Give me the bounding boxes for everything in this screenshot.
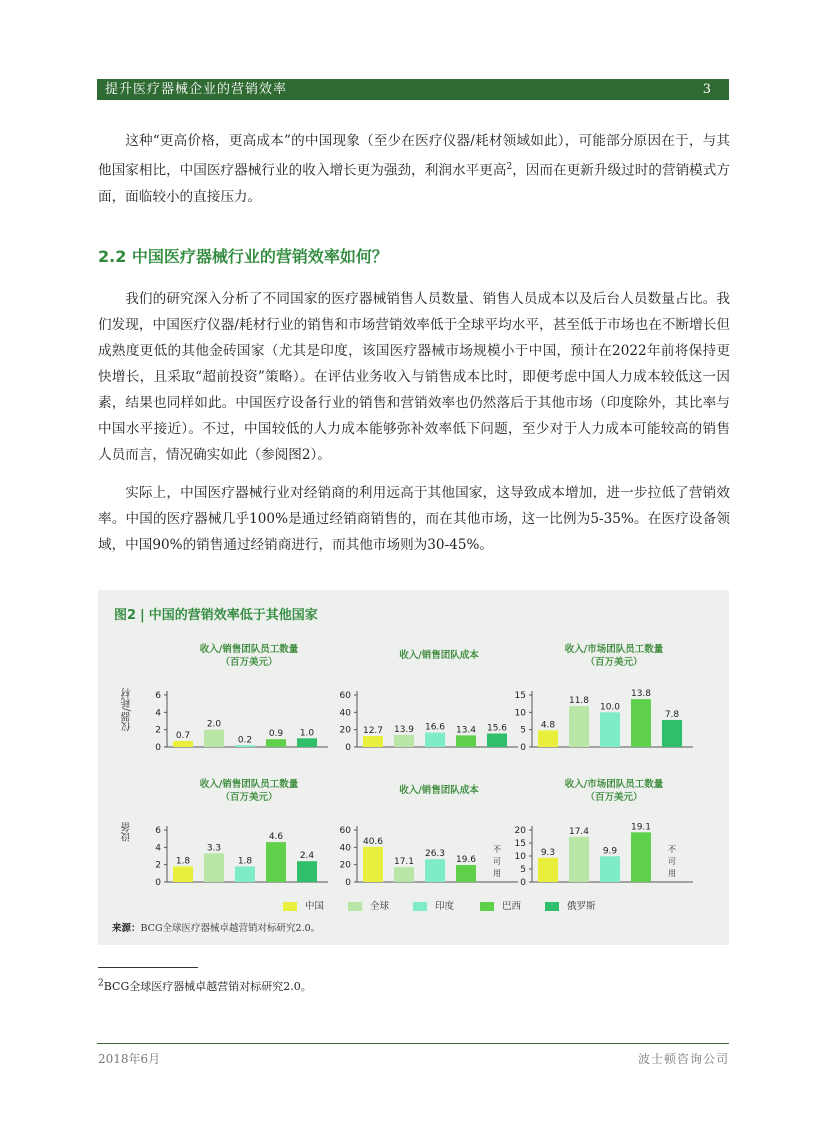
y-tick-label: 20 [514, 826, 526, 836]
data-label: 9.9 [602, 846, 618, 857]
y-tick-label: 15 [514, 839, 526, 849]
legend-swatch [348, 902, 362, 911]
bar [363, 736, 383, 747]
y-tick-label: 6 [155, 691, 161, 701]
data-label: 15.6 [486, 723, 508, 734]
source-text: BCG全球医疗器械卓越营销对标研究2.0。 [140, 923, 321, 934]
y-tick-label: 0 [345, 878, 351, 888]
figure-number: 图2 [114, 608, 137, 623]
not-available-label: 用 [493, 869, 501, 878]
paragraph-3: 实际上，中国医疗器械行业对经销商的利用远高于其他国家，这导致成本增加，进一步拉低了营销效率。中国的医疗器械几乎100%是通过经销商销售的，而在其他市场，这一比例为5-35%。在医疗设备领域，中国90%的销售通过经销商进行，而其他市场则为30-45%。 [98, 485, 730, 553]
bar [631, 832, 651, 882]
legend-item [545, 898, 596, 912]
figure-title-text: 中国的营销效率低于其他国家 [148, 608, 318, 623]
chart-title-line: （百万美元） [220, 657, 278, 668]
paragraph-1-end: ，因而在更新升级过时的营销模式方面，面临较小的直接压力。 [98, 162, 731, 205]
data-label: 11.8 [568, 696, 590, 707]
data-label: 13.4 [455, 725, 477, 736]
y-tick-label: 20 [339, 725, 351, 736]
bar [173, 741, 193, 747]
data-label: 1.0 [299, 728, 315, 739]
data-label: 2.0 [206, 719, 222, 730]
legend-swatch [545, 902, 559, 911]
bar [204, 853, 224, 882]
footer-company: 波士顿咨询公司 [637, 1052, 729, 1066]
bar [456, 865, 476, 882]
legend-label: 中国 [305, 901, 325, 912]
footnote-text: BCG全球医疗器械卓越营销对标研究2.0。 [103, 980, 312, 993]
paragraph-1 [98, 128, 730, 210]
chart-5 [333, 775, 518, 894]
chart-title-line: 收入/销售团队员工数量 [199, 779, 299, 790]
header-title: 提升医疗器械企业的营销效率 [105, 82, 288, 97]
bar [600, 712, 620, 747]
bar [266, 842, 286, 882]
data-label: 4.8 [540, 720, 556, 731]
bar [569, 706, 589, 747]
bar [487, 733, 507, 747]
data-label: 40.6 [362, 836, 384, 847]
footnote [98, 978, 312, 994]
footnote-rule [98, 967, 198, 968]
chart-title-line: 收入/市场团队员工数量 [564, 644, 664, 655]
bar [456, 735, 476, 747]
data-label: 16.6 [424, 722, 446, 733]
bar [394, 867, 414, 882]
data-label: 13.9 [393, 724, 415, 735]
legend-swatch [283, 902, 297, 911]
figure-source [112, 920, 320, 934]
bar [538, 858, 558, 882]
legend-item [413, 898, 454, 912]
bar [235, 866, 255, 882]
row-label-equipment: 设备 [122, 822, 133, 842]
bar [394, 735, 414, 747]
not-available-label: 不 [668, 845, 676, 854]
legend-item [348, 898, 389, 912]
bar [569, 837, 589, 882]
figure-2 [98, 590, 729, 945]
bar [425, 859, 445, 882]
not-available-label: 可 [493, 857, 501, 866]
y-tick-label: 0 [520, 743, 526, 753]
y-tick-label: 40 [339, 708, 351, 719]
data-label: 4.6 [268, 832, 284, 843]
figure-separator: | [140, 608, 145, 623]
legend-swatch [480, 902, 494, 911]
bar [297, 861, 317, 882]
bar [538, 730, 558, 747]
figure-title [114, 604, 318, 623]
data-label: 17.1 [393, 857, 415, 868]
y-tick-label: 0 [155, 878, 161, 888]
y-tick-label: 0 [155, 743, 161, 753]
not-available-label: 可 [668, 857, 676, 866]
y-tick-label: 40 [339, 843, 351, 854]
bar [425, 733, 445, 747]
y-tick-label: 5 [520, 725, 526, 736]
bar [363, 847, 383, 882]
data-label: 19.6 [455, 855, 477, 866]
y-tick-label: 60 [339, 691, 351, 701]
bar [173, 866, 193, 882]
y-tick-label: 2 [155, 860, 161, 871]
bar [266, 739, 286, 747]
bar [662, 720, 682, 747]
row-label-instruments: 仪器/耗材 [122, 688, 133, 732]
chart-title-line: 收入/销售团队成本 [399, 650, 479, 661]
footnote-number: 2 [98, 978, 104, 989]
data-label: 19.1 [630, 822, 652, 833]
data-label: 1.8 [175, 856, 191, 867]
y-tick-label: 5 [520, 865, 526, 875]
chart-title-line: 收入/销售团队员工数量 [199, 644, 299, 655]
not-available-label: 不 [493, 845, 501, 854]
data-label: 13.8 [630, 689, 652, 700]
chart-title-line: （百万美元） [220, 792, 278, 803]
y-tick-label: 20 [339, 860, 351, 871]
legend-label: 全球 [370, 901, 390, 912]
bar [297, 738, 317, 747]
footer-date: 2018年6月 [98, 1052, 161, 1066]
chart-1 [143, 640, 328, 759]
source-label: 来源： [112, 923, 141, 934]
header-bar [97, 79, 729, 100]
data-label: 0.7 [175, 730, 191, 741]
legend-label: 俄罗斯 [567, 901, 596, 912]
y-tick-label: 0 [520, 878, 526, 888]
y-tick-label: 0 [345, 743, 351, 753]
chart-title-line: （百万美元） [585, 657, 643, 668]
data-label: 0.2 [237, 735, 253, 746]
legend-swatch [413, 902, 427, 911]
data-label: 1.8 [237, 856, 253, 867]
chart-2 [333, 640, 518, 759]
page-number: 3 [702, 82, 711, 97]
y-tick-label: 10 [514, 708, 526, 719]
paragraph-2: 我们的研究深入分析了不同国家的医疗器械销售人员数量、销售人员成本以及后台人员数量占比。我们发现，中国医疗仪器/耗材行业的销售和市场营销效率低于全球平均水平，甚至低于市场也在不断增长但成熟度更低的其他金砖国家（尤其是印度，该国医疗器械市场规模小于中国，预计在2022年前将保持更快增长，且采取“超前投资”策略）。在评估业务收入与销售成本比时，即便考虑中国人力成本较低这一因素，结果也同样如此。中国医疗设备行业的销售和营销效率也仍然落后于其他市场（印度除外，其比率与中国水平接近）。不过，中国较低的人力成本能够弥补效率低下问题，至少对于人力成本可能较高的销售人员而言，情况确实如此（参阅图2）。 [98, 291, 730, 463]
y-tick-label: 60 [339, 826, 351, 836]
footer-rule [97, 1043, 729, 1044]
y-tick-label: 6 [155, 826, 161, 836]
y-tick-label: 10 [514, 852, 526, 862]
bar [235, 745, 255, 747]
data-label: 12.7 [362, 725, 384, 736]
footnote-ref[interactable]: 2 [506, 162, 513, 172]
y-tick-label: 4 [155, 708, 161, 719]
legend-item [480, 898, 521, 912]
not-available-label: 用 [668, 869, 676, 878]
y-tick-label: 2 [155, 725, 161, 736]
data-label: 26.3 [424, 849, 446, 860]
data-label: 10.0 [599, 702, 621, 713]
data-label: 2.4 [299, 851, 315, 862]
chart-title-line: （百万美元） [585, 792, 643, 803]
legend-item [283, 898, 324, 912]
data-label: 7.8 [664, 709, 680, 720]
paragraph-1-text: 这种“更高价格，更高成本”的中国现象（至少在医疗仪器/耗材领域如此），可能部分原因在于，与其他国家相比，中国医疗器械行业的收入增长更为强劲，利润水平更高 [98, 133, 730, 179]
bar [600, 856, 620, 882]
y-tick-label: 15 [514, 691, 526, 701]
bar [631, 699, 651, 747]
y-tick-label: 4 [155, 843, 161, 854]
section-title: 2.2 中国医疗器械行业的营销效率如何？ [98, 247, 388, 266]
chart-6 [508, 775, 708, 894]
chart-3 [508, 640, 708, 759]
data-label: 0.9 [268, 729, 284, 740]
bar [204, 730, 224, 747]
data-label: 9.3 [540, 847, 556, 858]
chart-title-line: 收入/市场团队员工数量 [564, 779, 664, 790]
data-label: 3.3 [206, 843, 222, 854]
chart-title-line: 收入/销售团队成本 [399, 785, 479, 796]
chart-4 [143, 775, 328, 894]
data-label: 17.4 [568, 826, 590, 837]
legend-label: 巴西 [502, 901, 522, 912]
legend-label: 印度 [435, 901, 455, 912]
